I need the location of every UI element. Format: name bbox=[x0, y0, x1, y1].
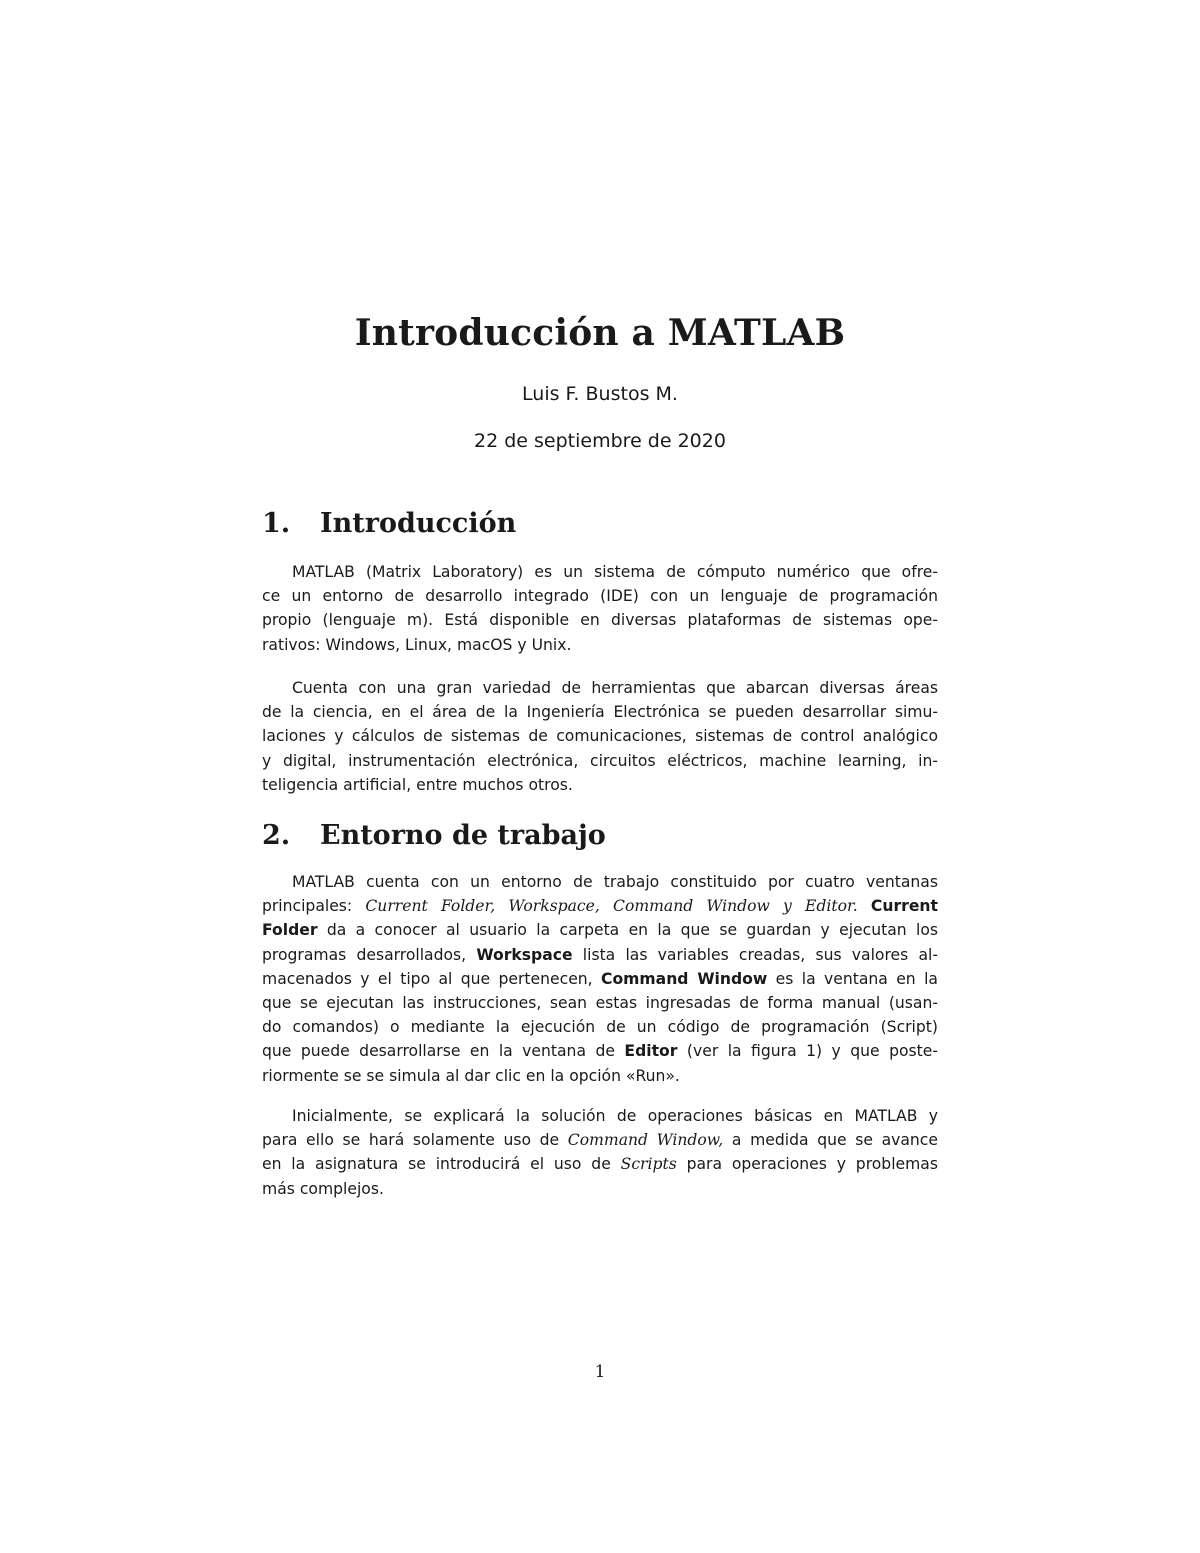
page-number: 1 bbox=[594, 1362, 606, 1382]
section-title: Entorno de trabajo bbox=[320, 820, 606, 851]
text-line: más complejos. bbox=[262, 1179, 384, 1198]
paragraph-environment-2 bbox=[262, 1104, 938, 1201]
text-run: programas desarrollados, bbox=[262, 945, 467, 964]
text-line: do comandos) o mediante la ejecución de un código de programación (Script) bbox=[262, 1018, 938, 1037]
text-run: para ello se hará solamente uso de bbox=[262, 1131, 560, 1150]
text-line: riormente se se simula al dar clic en la opción «Run». bbox=[262, 1066, 680, 1085]
text-line: MATLAB (Matrix Laboratory) es un sistema de cómputo numérico que ofre- bbox=[292, 563, 938, 581]
paragraph-intro-1 bbox=[262, 560, 938, 657]
section-number: 1. bbox=[262, 508, 291, 539]
text-line: rativos: Windows, Linux, macOS y Unix. bbox=[262, 635, 572, 654]
text-line bbox=[262, 918, 938, 942]
text-run: es la ventana en la bbox=[775, 969, 938, 988]
text-line: propio (lenguaje m). Está disponible en diversas plataformas de sistemas ope- bbox=[262, 611, 938, 630]
italic-run: Current Folder, Workspace, Command Window y Editor. bbox=[365, 897, 858, 916]
text-run: lista las variables creadas, sus valores al- bbox=[582, 945, 938, 964]
section-heading-2 bbox=[262, 820, 606, 851]
bold-run: Workspace bbox=[476, 945, 573, 964]
bold-run: Folder bbox=[262, 921, 318, 940]
section-number: 2. bbox=[262, 820, 291, 851]
text-run: macenados y el tipo al que pertenecen, bbox=[262, 969, 593, 988]
text-line bbox=[262, 1152, 938, 1176]
text-run: en la asignatura se introducirá el uso de bbox=[262, 1155, 611, 1174]
bold-run: Current bbox=[870, 897, 938, 916]
text-line: de la ciencia, en el área de la Ingeniería Electrónica se pueden desarrollar simu- bbox=[262, 703, 938, 722]
bold-run: Command Window bbox=[601, 969, 768, 988]
text-run: principales: bbox=[262, 897, 353, 916]
text-line: que se ejecutan las instrucciones, sean estas ingresadas de forma manual (usan- bbox=[262, 994, 938, 1013]
text-line: MATLAB cuenta con un entorno de trabajo constituido por cuatro ventanas bbox=[292, 873, 938, 891]
text-line: Inicialmente, se explicará la solución de operaciones básicas en MATLAB y bbox=[292, 1107, 938, 1125]
text-run: para operaciones y problemas bbox=[686, 1155, 938, 1174]
text-run: que puede desarrollarse en la ventana de bbox=[262, 1042, 615, 1061]
paragraph-intro-2 bbox=[262, 676, 938, 797]
text-run: da a conocer al usuario la carpeta en la que se guardan y ejecutan los bbox=[326, 921, 938, 940]
text-run: a medida que se avance bbox=[731, 1131, 938, 1150]
paragraph-environment-1 bbox=[262, 870, 938, 1088]
text-line: laciones y cálculos de sistemas de comunicaciones, sistemas de control analógico bbox=[262, 727, 938, 746]
bold-run: Editor bbox=[624, 1042, 678, 1061]
italic-run: Command Window, bbox=[567, 1131, 724, 1150]
text-line bbox=[262, 1039, 938, 1063]
document-title: Introducción a MATLAB bbox=[354, 312, 846, 354]
text-line bbox=[262, 1128, 938, 1152]
text-line: teligencia artificial, entre muchos otros. bbox=[262, 775, 573, 794]
text-line bbox=[262, 943, 938, 967]
document-date: 22 de septiembre de 2020 bbox=[474, 430, 726, 452]
text-line: y digital, instrumentación electrónica, circuitos eléctricos, machine learning, in- bbox=[262, 751, 938, 770]
italic-run: Scripts bbox=[620, 1155, 677, 1174]
text-run: (ver la figura 1) y que poste- bbox=[686, 1042, 938, 1061]
text-line bbox=[262, 894, 938, 918]
text-line: ce un entorno de desarrollo integrado (IDE) con un lenguaje de programación bbox=[262, 587, 938, 606]
text-line: Cuenta con una gran variedad de herramientas que abarcan diversas áreas bbox=[292, 679, 938, 697]
section-title: Introducción bbox=[320, 508, 517, 539]
section-heading-1 bbox=[262, 508, 516, 539]
document-author: Luis F. Bustos M. bbox=[522, 383, 678, 405]
text-line bbox=[262, 967, 938, 991]
